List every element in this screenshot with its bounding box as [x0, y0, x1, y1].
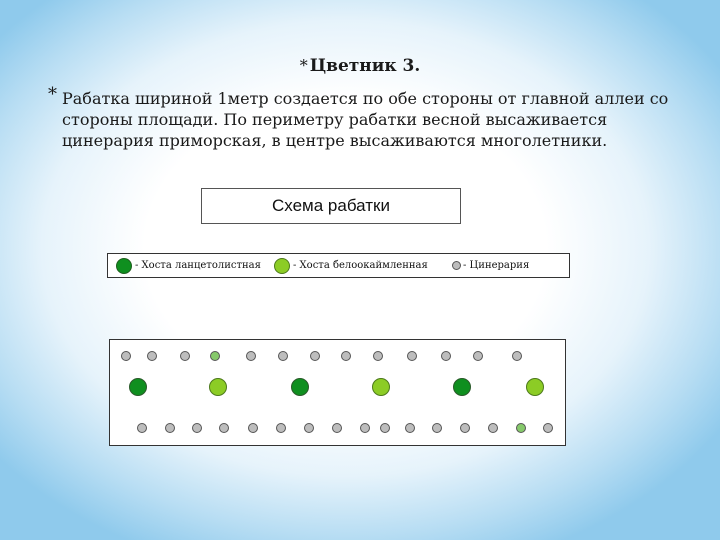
cineraria-plant: [180, 351, 190, 361]
cineraria-plant: [137, 423, 147, 433]
cineraria-plant: [543, 423, 553, 433]
description-line-2: стороны площади. По периметру рабатки весной высаживается: [62, 110, 608, 129]
cineraria-plant: [407, 351, 417, 361]
cineraria-plant: [380, 423, 390, 433]
legend-item-hosta-white-edged: [274, 254, 428, 277]
scheme-title: Схема рабатки: [272, 196, 390, 215]
cineraria-plant: [432, 423, 442, 433]
cineraria-plant: [219, 423, 229, 433]
paragraph-bullet-star: *: [48, 84, 57, 105]
cineraria-plant: [341, 351, 351, 361]
title-text: Цветник 3.: [309, 56, 421, 76]
hosta-white-edged-plant: [209, 378, 227, 396]
hosta-lanceolate-plant: [291, 378, 309, 396]
hosta-white-edged-plant: [372, 378, 390, 396]
cineraria-plant: [441, 351, 451, 361]
legend-swatch-dark-green: [116, 258, 132, 274]
title-bullet-star: *: [299, 56, 308, 75]
cineraria-plant-accent: [210, 351, 220, 361]
cineraria-plant: [246, 351, 256, 361]
legend-swatch-light-green: [274, 258, 290, 274]
description-paragraph: [48, 84, 682, 151]
cineraria-plant: [278, 351, 288, 361]
cineraria-plant: [473, 351, 483, 361]
hosta-lanceolate-plant: [129, 378, 147, 396]
cineraria-plant: [488, 423, 498, 433]
cineraria-plant: [512, 351, 522, 361]
cineraria-plant: [276, 423, 286, 433]
cineraria-plant: [248, 423, 258, 433]
cineraria-plant: [460, 423, 470, 433]
cineraria-plant: [405, 423, 415, 433]
description-line-1: Рабатка шириной 1метр создается по обе стороны от главной аллеи со: [62, 89, 669, 108]
cineraria-plant: [304, 423, 314, 433]
cineraria-plant: [360, 423, 370, 433]
cineraria-plant-accent: [516, 423, 526, 433]
legend-label: - Хоста белоокаймленная: [293, 260, 428, 271]
planting-plan: [109, 339, 566, 446]
cineraria-plant: [121, 351, 131, 361]
legend-label: - Хоста ланцетолистная: [135, 260, 261, 271]
cineraria-plant: [332, 423, 342, 433]
legend-swatch-gray: [452, 261, 461, 270]
cineraria-plant: [192, 423, 202, 433]
legend: [107, 253, 570, 278]
description-line-3: цинерария приморская, в центре высаживаются многолетники.: [62, 131, 608, 150]
cineraria-plant: [147, 351, 157, 361]
legend-item-hosta-lanceolate: [116, 254, 261, 277]
hosta-white-edged-plant: [526, 378, 544, 396]
scheme-title-box: [201, 188, 461, 224]
slide-title: [0, 56, 720, 76]
legend-label: - Цинерария: [463, 260, 530, 271]
cineraria-plant: [165, 423, 175, 433]
hosta-lanceolate-plant: [453, 378, 471, 396]
legend-item-cineraria: [452, 254, 529, 277]
cineraria-plant: [373, 351, 383, 361]
cineraria-plant: [310, 351, 320, 361]
